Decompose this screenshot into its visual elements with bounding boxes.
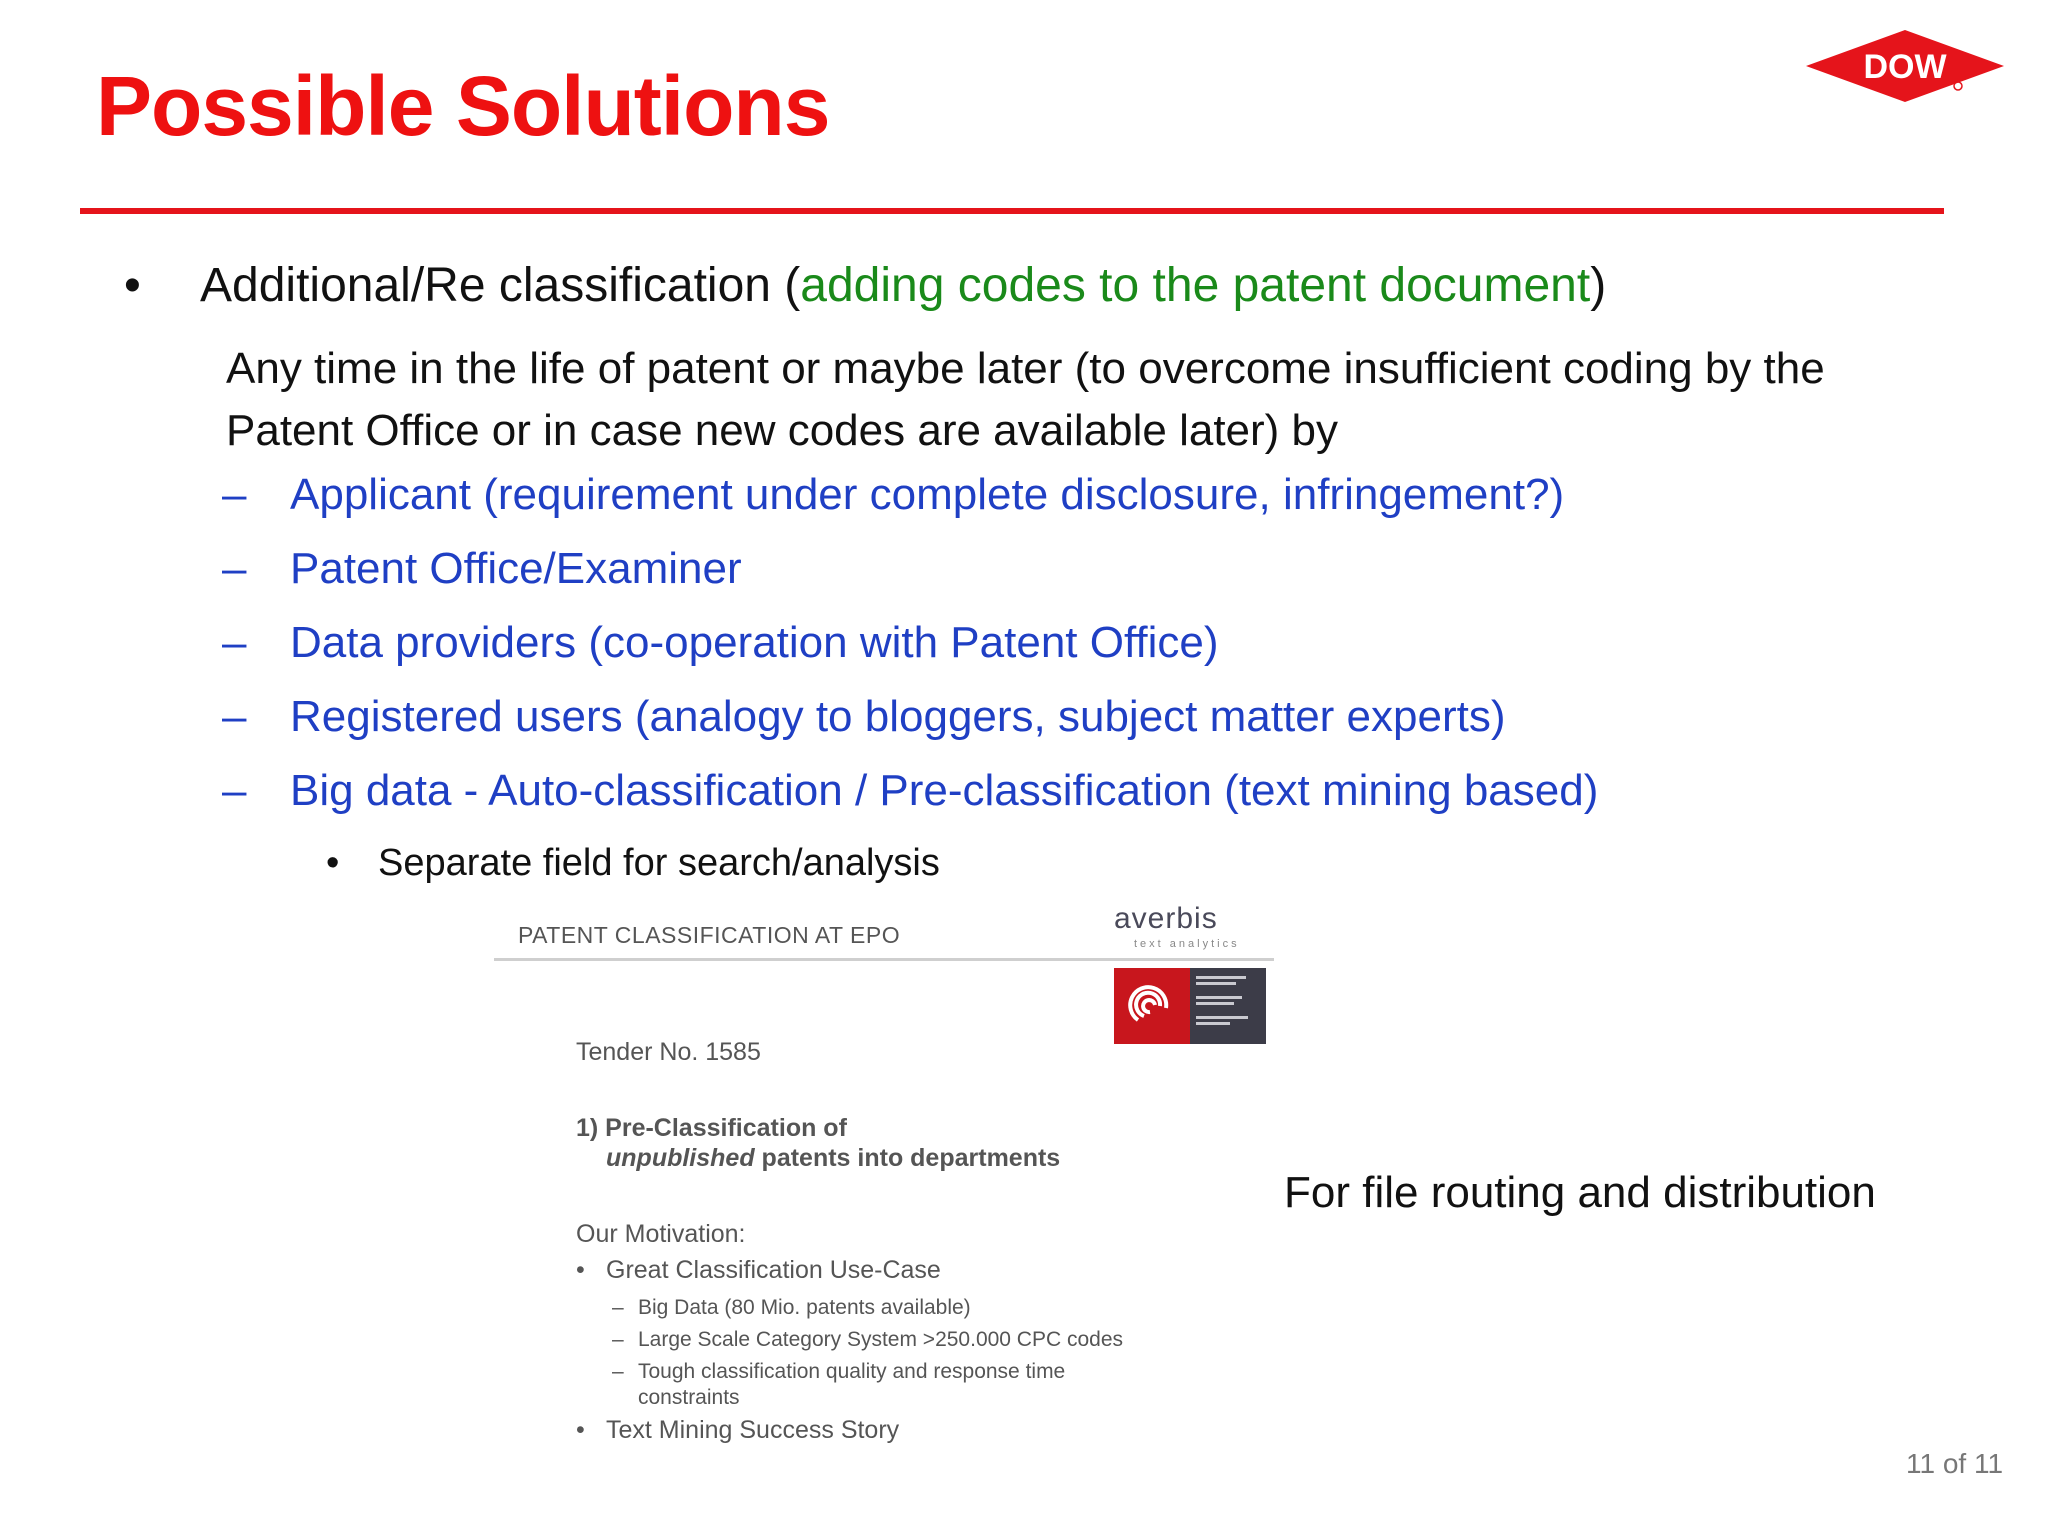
embedded-bullet-text: Great Classification Use-Case — [606, 1256, 941, 1284]
embedded-bullet: • Great Classification Use-Case — [576, 1256, 941, 1284]
dow-logo-text: DOW — [1863, 48, 1947, 86]
dash-item-text: Applicant (requirement under complete disclosure, infringement?) — [290, 470, 1565, 519]
embedded-bullet-text: Text Mining Success Story — [606, 1416, 900, 1444]
dash-item-text: Registered users (analogy to bloggers, subject matter experts) — [290, 692, 1506, 741]
preclass-italic: unpublished — [606, 1144, 755, 1172]
embedded-dash-text: constraints — [638, 1386, 740, 1409]
averbis-name: averbis — [1114, 902, 1218, 935]
routing-note: For file routing and distribution — [1284, 1168, 1876, 1217]
embedded-dash-text: Tough classification quality and response time — [638, 1360, 1066, 1383]
sub-bullet-text: Separate field for search/analysis — [378, 842, 940, 884]
dash-item-text: Patent Office/Examiner — [290, 544, 742, 593]
embedded-divider — [494, 958, 1274, 961]
main-bullet-prefix: Additional/Re classification ( — [200, 259, 801, 312]
embedded-slide-image — [494, 900, 1274, 1460]
epo-logo — [1114, 968, 1266, 1044]
slide: Possible Solutions DOW • Additional/Re classification (adding codes to the patent document) Any time in the life of patent or maybe later (to overcome insufficient coding by the Patent Office or in case new codes are available later) by – Applicant (requirement under complete disclosure, infringement?) – Patent Office/Examiner – Data providers (co-operation with Patent Office) – Registered users (analogy to bloggers, subject matter experts) – Big data - Auto-classification / Pre-classification (text mining based) • Separate field for search/analysis PATENT CLASSIFICATION AT EPO averbis text analytics Tender No. 1585 1) Pre-Classification of unpublished patents into departments Our Motivation: • Great Classification Use-Case – Big Data (80 Mio. patents available) – Large Scale Category System >250.000 CPC codes – Tough classification quality and response time constraints • Text Mining Success Story For file routing and distribution 11 of 11 — [0, 0, 2048, 1536]
bullet-dot: • — [326, 842, 340, 884]
preclass-rest: patents into departments — [754, 1144, 1061, 1172]
main-bullet-suffix: ) — [1590, 259, 1607, 312]
averbis-tagline: text analytics — [1134, 938, 1240, 950]
bullet-dot: • — [124, 259, 141, 312]
embedded-dash: – Large Scale Category System >250.000 CPC codes — [612, 1328, 1124, 1351]
main-bullet-text — [200, 258, 1606, 313]
slide-title: Possible Solutions — [96, 59, 830, 153]
motivation-label: Our Motivation: — [576, 1220, 746, 1248]
embedded-header: PATENT CLASSIFICATION AT EPO — [518, 922, 901, 948]
tender-number: Tender No. 1585 — [576, 1038, 761, 1066]
dow-logo — [1800, 26, 2010, 106]
title-divider — [80, 208, 1944, 214]
main-bullet-highlight: adding codes to the patent document — [800, 259, 1591, 312]
embedded-dash: – Tough classification quality and response time — [612, 1360, 1066, 1383]
description-paragraph: Any time in the life of patent or maybe later (to overcome insufficient coding by the Patent Office or in case new codes are available later) by — [226, 344, 1825, 455]
embedded-dash: – Big Data (80 Mio. patents available) — [612, 1296, 971, 1319]
preclass-heading-line1: 1) Pre-Classification of — [576, 1114, 847, 1142]
dash-item-text: Data providers (co-operation with Patent Office) — [290, 618, 1219, 667]
dash-item-text: Big data - Auto-classification / Pre-classification (text mining based) — [290, 766, 1599, 815]
averbis-logo — [1114, 902, 1264, 952]
embedded-dash-text: Large Scale Category System >250.000 CPC codes — [638, 1328, 1124, 1351]
page-number: 11 of 11 — [1906, 1448, 2004, 1479]
embedded-bullet: • Text Mining Success Story — [576, 1416, 900, 1444]
embedded-dash-text: Big Data (80 Mio. patents available) — [638, 1296, 971, 1319]
preclass-heading-line2 — [606, 1144, 1060, 1173]
